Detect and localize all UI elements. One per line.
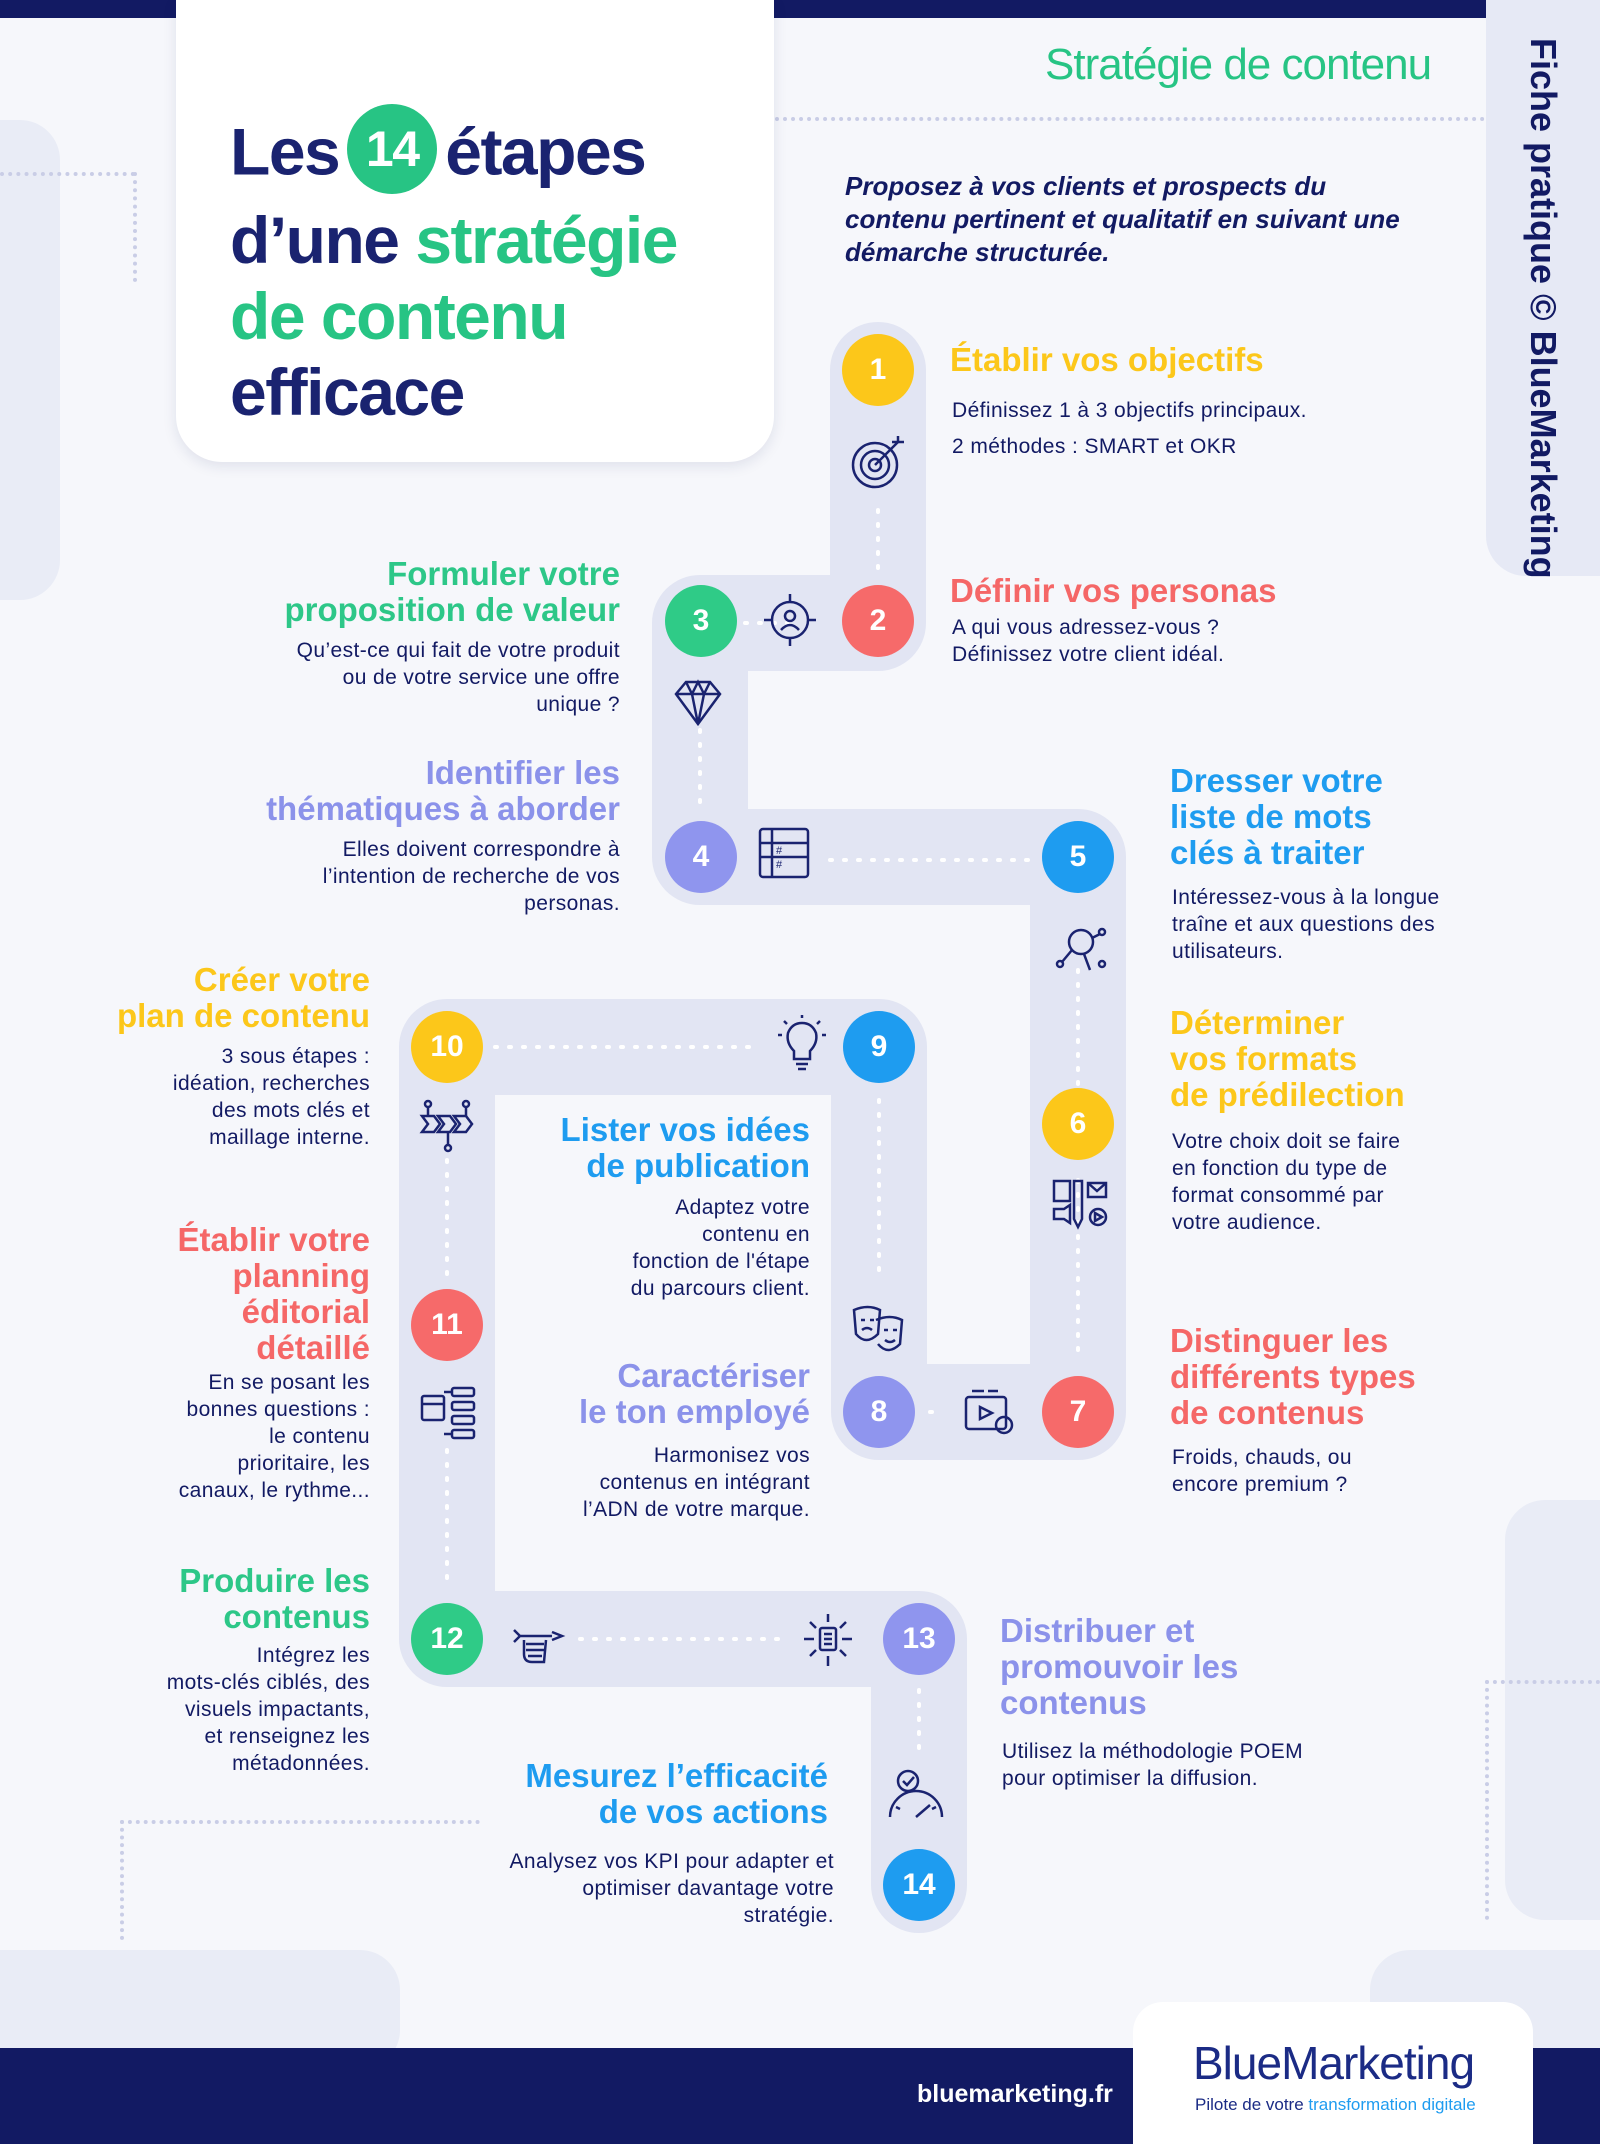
side-label: Fiche pratique © BlueMarketing bbox=[1523, 38, 1564, 579]
svg-text:#: # bbox=[776, 845, 783, 857]
logo-tagline: Pilote de votre transformation digitale bbox=[1195, 2095, 1476, 2114]
title-text: efficace bbox=[230, 355, 464, 429]
intro-text: Proposez à vos clients et prospects du contenu pertinent et qualitatif en suivant une démarche structurée. bbox=[845, 171, 1400, 267]
title-text: stratégie bbox=[415, 203, 677, 277]
step-13-desc: Utilisez la méthodologie POEM pour optimiser la diffusion. bbox=[1002, 1740, 1304, 1790]
step-2-title: Définir vos personas bbox=[950, 572, 1277, 609]
brand-logo bbox=[1133, 2002, 1533, 2144]
step-14-badge: 14 bbox=[883, 1849, 955, 1921]
step-3-title: Formuler votre proposition de valeur bbox=[284, 555, 620, 628]
step-10-title: Créer votre plan de contenu bbox=[116, 961, 370, 1034]
title-text: d’une bbox=[230, 203, 399, 277]
step-4-badge: 4 bbox=[665, 821, 737, 893]
step-12-desc: Intégrez les mots-clés ciblés, des visuels impactants, et renseignez les métadonnées. bbox=[166, 1644, 370, 1775]
step-7-title: Distinguer les différents types de contenus bbox=[1170, 1322, 1416, 1431]
media-settings-icon bbox=[958, 1383, 1018, 1443]
step-7-badge: 7 bbox=[1042, 1376, 1114, 1448]
step-6-badge: 6 bbox=[1042, 1088, 1114, 1160]
step-8-desc: Harmonisez vos contenus en intégrant l’ADN de votre marque. bbox=[582, 1444, 810, 1521]
step-12-title: Produire les contenus bbox=[179, 1562, 370, 1635]
step-11-badge: 11 bbox=[411, 1289, 483, 1361]
step-9-title: Lister vos idées de publication bbox=[560, 1111, 810, 1184]
title-text: de contenu bbox=[230, 279, 568, 353]
diamond-icon bbox=[668, 672, 728, 732]
step-1-badge: 1 bbox=[842, 334, 914, 406]
step-1-desc: Définissez 1 à 3 objectifs principaux. 2 méthodes : SMART et OKR bbox=[952, 399, 1307, 458]
lightbulb-icon bbox=[772, 1013, 832, 1073]
step-5-title: Dresser votre liste de mots clés à traiter bbox=[1170, 762, 1383, 871]
step-8-title: Caractériser le ton employé bbox=[578, 1357, 810, 1430]
step-4-desc: Elles doivent correspondre à l’intention de recherche de vos personas. bbox=[322, 838, 620, 915]
theater-masks-icon bbox=[848, 1300, 908, 1360]
content-formats-icon bbox=[1050, 1175, 1110, 1235]
step-9-badge: 9 bbox=[843, 1011, 915, 1083]
calendar-list-icon bbox=[418, 1380, 478, 1440]
step-5-desc: Intéressez-vous à la longue traîne et aux questions des utilisateurs. bbox=[1172, 886, 1440, 963]
step-3-badge: 3 bbox=[665, 585, 737, 657]
section-label: Stratégie de contenu bbox=[1045, 40, 1432, 89]
step-1-title: Établir vos objectifs bbox=[950, 341, 1264, 378]
step-8-badge: 8 bbox=[843, 1376, 915, 1448]
step-11-title: Établir votre planning éditorial détaillé bbox=[177, 1221, 370, 1366]
target-icon bbox=[848, 432, 908, 492]
document-distribution-icon bbox=[798, 1610, 858, 1670]
step-7-desc: Froids, chauds, ou encore premium ? bbox=[1172, 1446, 1352, 1496]
workflow-icon bbox=[418, 1096, 478, 1156]
step-5-badge: 5 bbox=[1042, 821, 1114, 893]
step-14-desc: Analysez vos KPI pour adapter et optimiser davantage votre stratégie. bbox=[509, 1850, 834, 1927]
step-3-desc: Qu’est-ce qui fait de votre produit ou de votre service une offre unique ? bbox=[296, 639, 620, 716]
title-number-badge: 14 bbox=[347, 104, 437, 194]
step-6-desc: Votre choix doit se faire en fonction du type de format consommé par votre audience. bbox=[1172, 1130, 1401, 1234]
title-text: Les bbox=[230, 114, 340, 189]
step-9-desc: Adaptez votre contenu en fonction de l'étape du parcours client. bbox=[630, 1196, 810, 1300]
step-2-desc: A qui vous adressez-vous ? Définissez votre client idéal. bbox=[952, 616, 1225, 666]
keyword-search-icon bbox=[1050, 918, 1110, 978]
title-text: étapes bbox=[445, 114, 646, 189]
footer-url[interactable]: bluemarketing.fr bbox=[917, 2080, 1113, 2108]
step-11-desc: En se posant les bonnes questions : le contenu prioritaire, les canaux, le rythme... bbox=[178, 1371, 370, 1502]
persona-target-icon bbox=[760, 590, 820, 650]
svg-text:#: # bbox=[776, 859, 783, 871]
hashtag-list-icon bbox=[754, 823, 814, 883]
gauge-check-icon bbox=[886, 1765, 946, 1825]
step-10-badge: 10 bbox=[411, 1011, 483, 1083]
step-13-badge: 13 bbox=[883, 1603, 955, 1675]
step-12-badge: 12 bbox=[411, 1603, 483, 1675]
step-10-desc: 3 sous étapes : idéation, recherches des mots clés et maillage interne. bbox=[172, 1045, 370, 1149]
logo-name: BlueMarketing bbox=[1193, 2037, 1475, 2089]
step-13-title: Distribuer et promouvoir les contenus bbox=[1000, 1612, 1239, 1721]
step-2-badge: 2 bbox=[842, 585, 914, 657]
hand-pen-icon bbox=[506, 1610, 566, 1670]
step-4-title: Identifier les thématiques à aborder bbox=[266, 754, 620, 827]
step-6-title: Déterminer vos formats de prédilection bbox=[1170, 1004, 1405, 1113]
step-14-title: Mesurez l’efficacité de vos actions bbox=[525, 1757, 828, 1830]
